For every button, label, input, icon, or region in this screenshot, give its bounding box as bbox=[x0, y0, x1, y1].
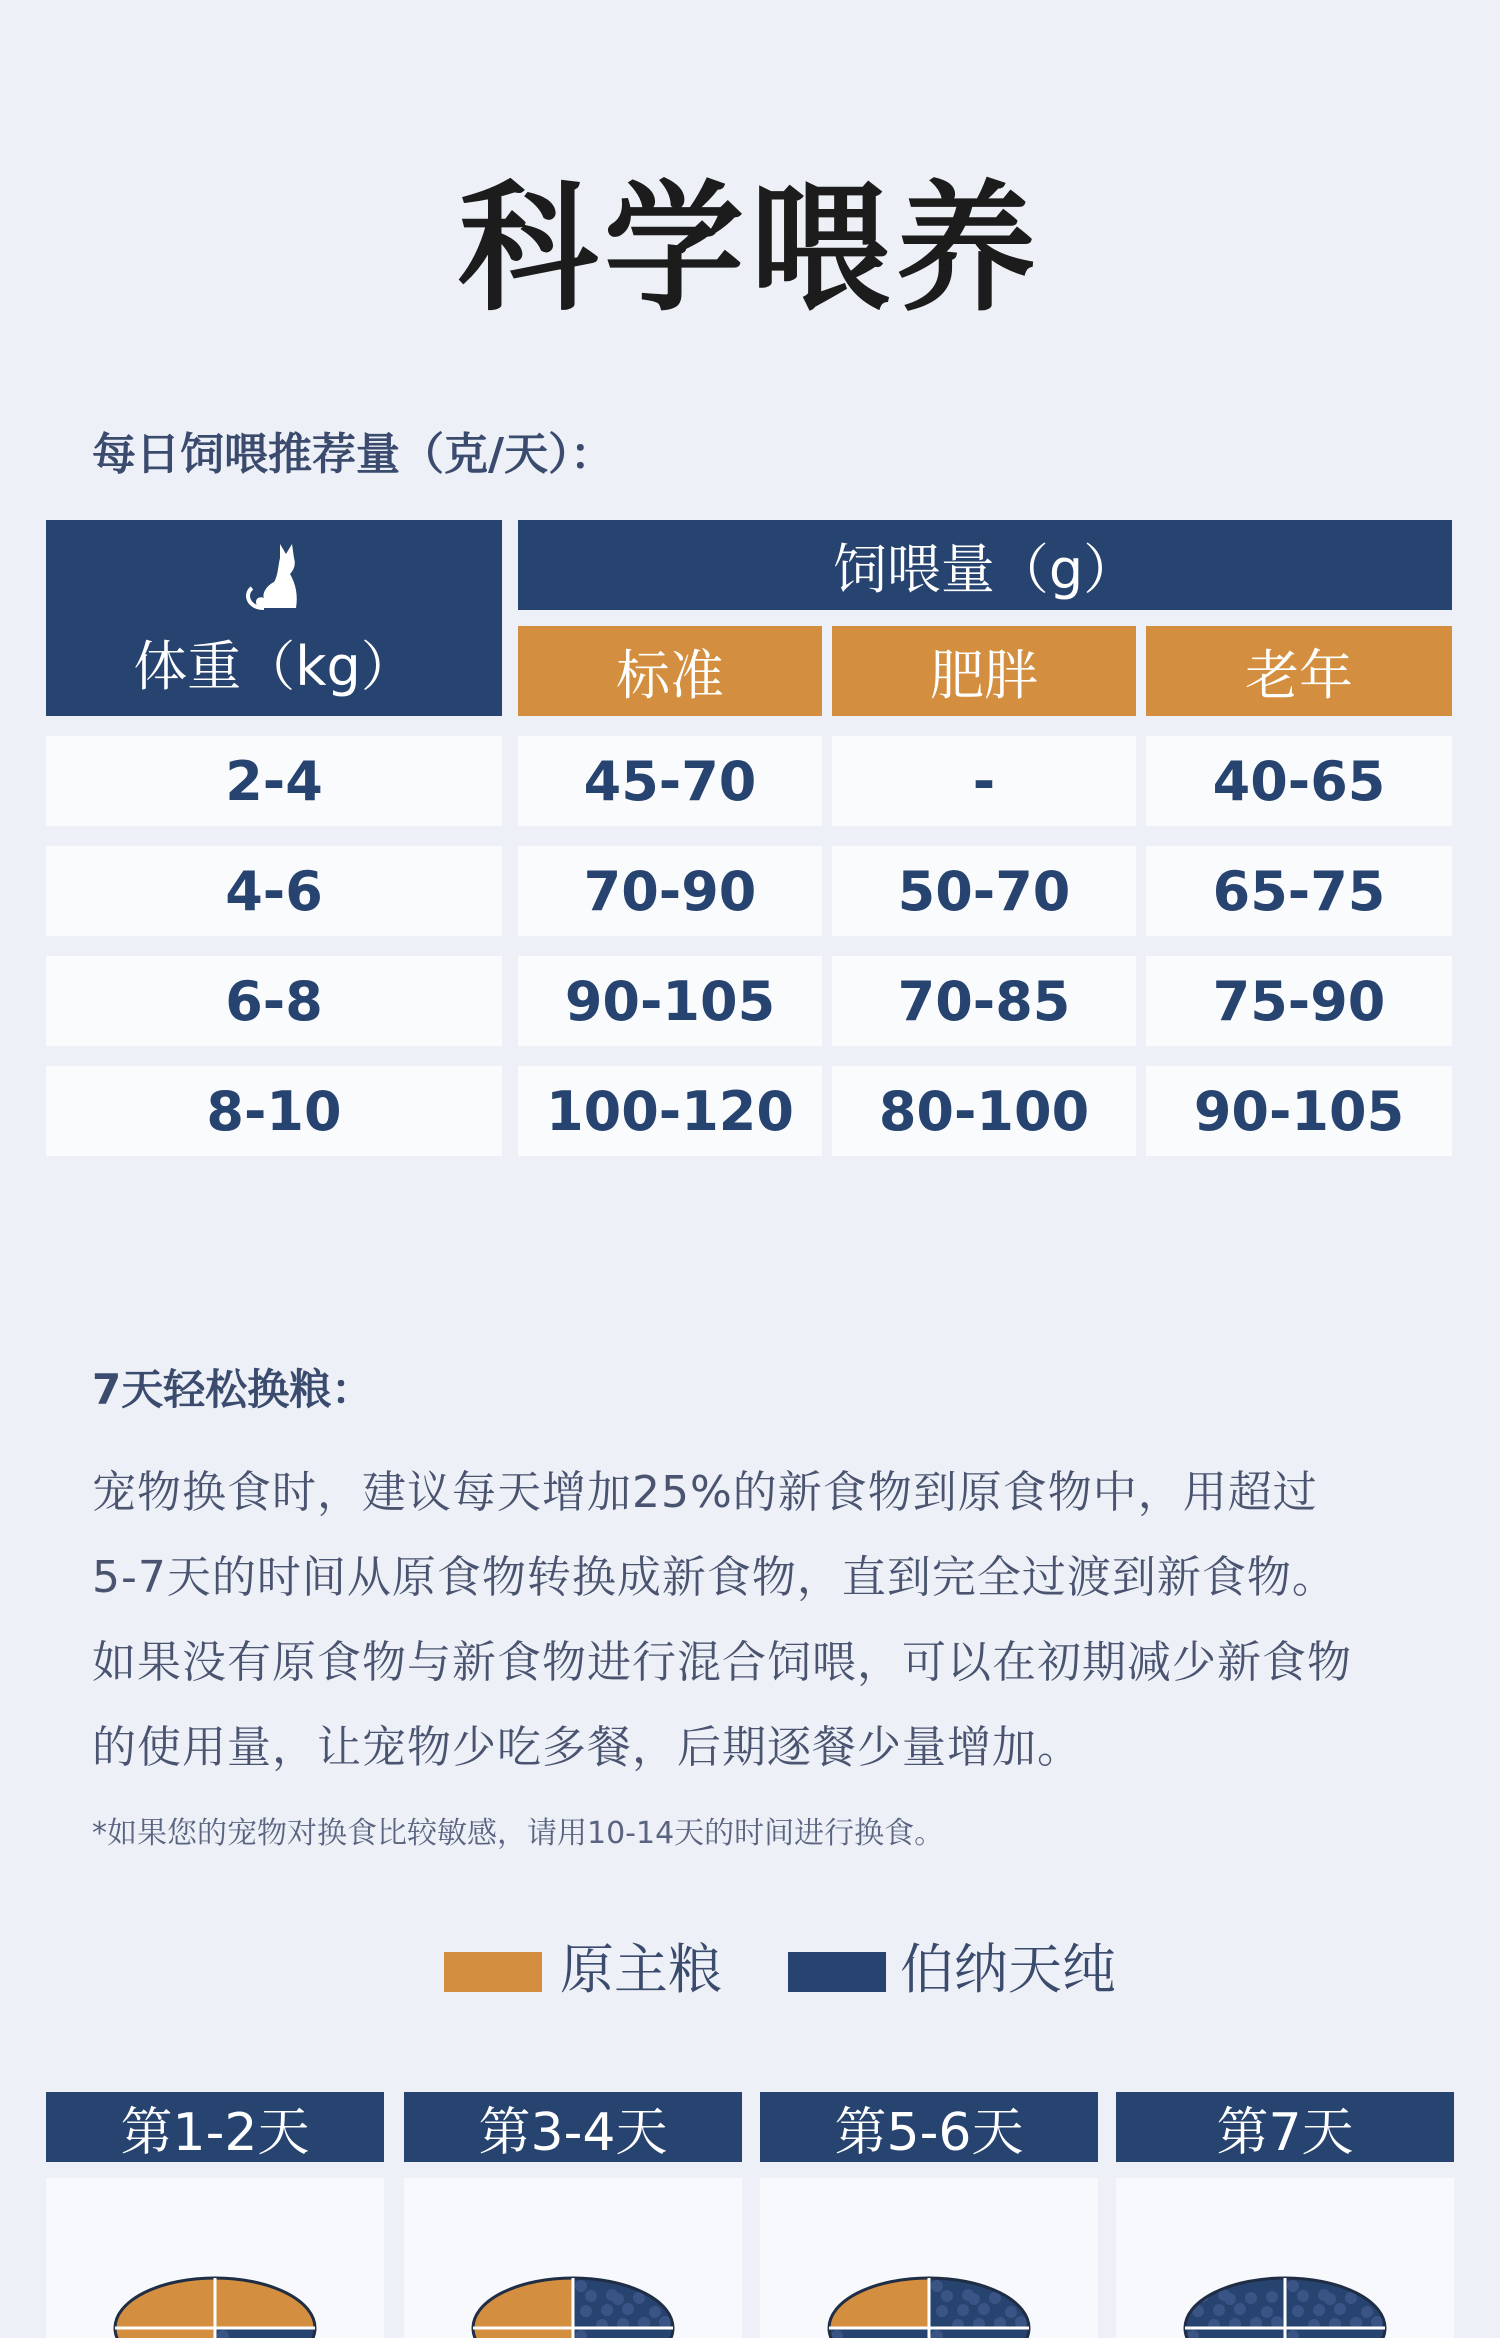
legend-label-original: 原主粮 bbox=[560, 1938, 722, 2001]
kibble-dot bbox=[585, 2290, 597, 2302]
legend-label-new: 伯纳天纯 bbox=[900, 1938, 1116, 2001]
day-tab-5-6 bbox=[760, 2092, 1098, 2162]
table-cell: 65-75 bbox=[1146, 846, 1452, 936]
subheader-obese-label: 肥胖 bbox=[930, 643, 1038, 707]
kibble-dot bbox=[606, 2289, 618, 2301]
kibble-dot bbox=[936, 2305, 948, 2317]
weight-header-label: 体重（kg） bbox=[133, 634, 415, 698]
kibble-dot bbox=[659, 2316, 671, 2328]
subheader-standard bbox=[518, 626, 822, 716]
kibble-dot bbox=[941, 2290, 953, 2302]
day-card-5-6 bbox=[760, 2178, 1098, 2338]
table-cell: 70-90 bbox=[518, 846, 822, 936]
table-cell: 90-105 bbox=[518, 956, 822, 1046]
sensitivity-note: *如果您的宠物对换食比较敏感，请用10-14天的时间进行换食。 bbox=[92, 1816, 945, 1851]
food-bowl bbox=[760, 2178, 1098, 2338]
day-tab-label: 第3-4天 bbox=[478, 2102, 668, 2163]
subheader-senior-label: 老年 bbox=[1245, 643, 1353, 707]
subheader-senior bbox=[1146, 626, 1452, 716]
day-tab-7 bbox=[1116, 2092, 1454, 2162]
table-cell: - bbox=[832, 736, 1136, 826]
transition-paragraph bbox=[92, 1450, 1422, 1790]
kibble-dot bbox=[1297, 2290, 1309, 2302]
kibble-dot bbox=[1271, 2316, 1283, 2328]
table-cell: 6-8 bbox=[46, 956, 502, 1046]
kibble-dot bbox=[1371, 2316, 1383, 2328]
kibble-dot bbox=[622, 2303, 634, 2315]
cat-icon bbox=[234, 536, 314, 616]
day-card-1-2 bbox=[46, 2178, 384, 2338]
daily-recommendation-heading: 每日饲喂推荐量（克/天）： bbox=[92, 429, 615, 480]
kibble-dot bbox=[1292, 2305, 1304, 2317]
kibble-dot bbox=[1287, 2280, 1299, 2292]
kibble-dot bbox=[1318, 2289, 1330, 2301]
table-cell: 50-70 bbox=[832, 846, 1136, 936]
kibble-dot bbox=[978, 2303, 990, 2315]
weight-header-cell bbox=[46, 520, 502, 716]
kibble-dot bbox=[1361, 2306, 1373, 2318]
paragraph-line: 5-7天的时间从原食物转换成新食物，直到完全过渡到新食物。 bbox=[92, 1552, 1337, 1603]
legend-swatch-original bbox=[444, 1952, 542, 1992]
day-card-7 bbox=[1116, 2178, 1454, 2338]
food-bowl bbox=[1116, 2178, 1454, 2338]
kibble-dot bbox=[957, 2304, 969, 2316]
table-cell: 90-105 bbox=[1146, 1066, 1452, 1156]
day-tab-1-2 bbox=[46, 2092, 384, 2162]
kibble-dot bbox=[1015, 2316, 1027, 2328]
transition-heading: 7天轻松换粮： bbox=[92, 1365, 374, 1414]
table-cell: 2-4 bbox=[46, 736, 502, 826]
paragraph-line: 如果没有原食物与新食物进行混合饲喂，可以在初期减少新食物 bbox=[92, 1637, 1352, 1688]
kibble-dot bbox=[1213, 2304, 1225, 2316]
subheader-standard-label: 标准 bbox=[616, 643, 724, 707]
kibble-dot bbox=[601, 2304, 613, 2316]
kibble-dot bbox=[1234, 2303, 1246, 2315]
kibble-dot bbox=[580, 2305, 592, 2317]
legend-swatch-new bbox=[788, 1952, 886, 1992]
kibble-dot bbox=[575, 2280, 587, 2292]
kibble-dot bbox=[649, 2306, 661, 2318]
table-cell: 70-85 bbox=[832, 956, 1136, 1046]
kibble-dot bbox=[1245, 2292, 1257, 2304]
kibble-dot bbox=[1266, 2291, 1278, 2303]
kibble-dot bbox=[1005, 2306, 1017, 2318]
table-cell: 8-10 bbox=[46, 1066, 502, 1156]
table-cell: 45-70 bbox=[518, 736, 822, 826]
day-tab-label: 第5-6天 bbox=[834, 2102, 1024, 2163]
kibble-dot bbox=[1313, 2304, 1325, 2316]
kibble-dot bbox=[1334, 2303, 1346, 2315]
amount-header-cell bbox=[518, 520, 1452, 610]
day-tab-3-4 bbox=[404, 2092, 742, 2162]
subheader-obese bbox=[832, 626, 1136, 716]
table-cell: 4-6 bbox=[46, 846, 502, 936]
day-tab-label: 第1-2天 bbox=[120, 2102, 310, 2163]
amount-header-label: 饲喂量（g） bbox=[832, 537, 1138, 601]
kibble-dot bbox=[962, 2289, 974, 2301]
food-bowl bbox=[46, 2178, 384, 2338]
paragraph-line: 的使用量，让宠物少吃多餐，后期逐餐少量增加。 bbox=[92, 1722, 1082, 1773]
table-cell: 100-120 bbox=[518, 1066, 822, 1156]
page-title: 科学喂养 bbox=[457, 168, 1042, 331]
paragraph-line: 宠物换食时，建议每天增加25%的新食物到原食物中，用超过 bbox=[92, 1467, 1318, 1518]
kibble-dot bbox=[1187, 2280, 1199, 2292]
table-cell: 80-100 bbox=[832, 1066, 1136, 1156]
day-card-3-4 bbox=[404, 2178, 742, 2338]
table-cell: 75-90 bbox=[1146, 956, 1452, 1046]
table-cell: 40-65 bbox=[1146, 736, 1452, 826]
food-bowl bbox=[404, 2178, 742, 2338]
kibble-dot bbox=[931, 2280, 943, 2292]
day-tab-label: 第7天 bbox=[1216, 2102, 1354, 2163]
kibble-dot bbox=[1261, 2306, 1273, 2318]
